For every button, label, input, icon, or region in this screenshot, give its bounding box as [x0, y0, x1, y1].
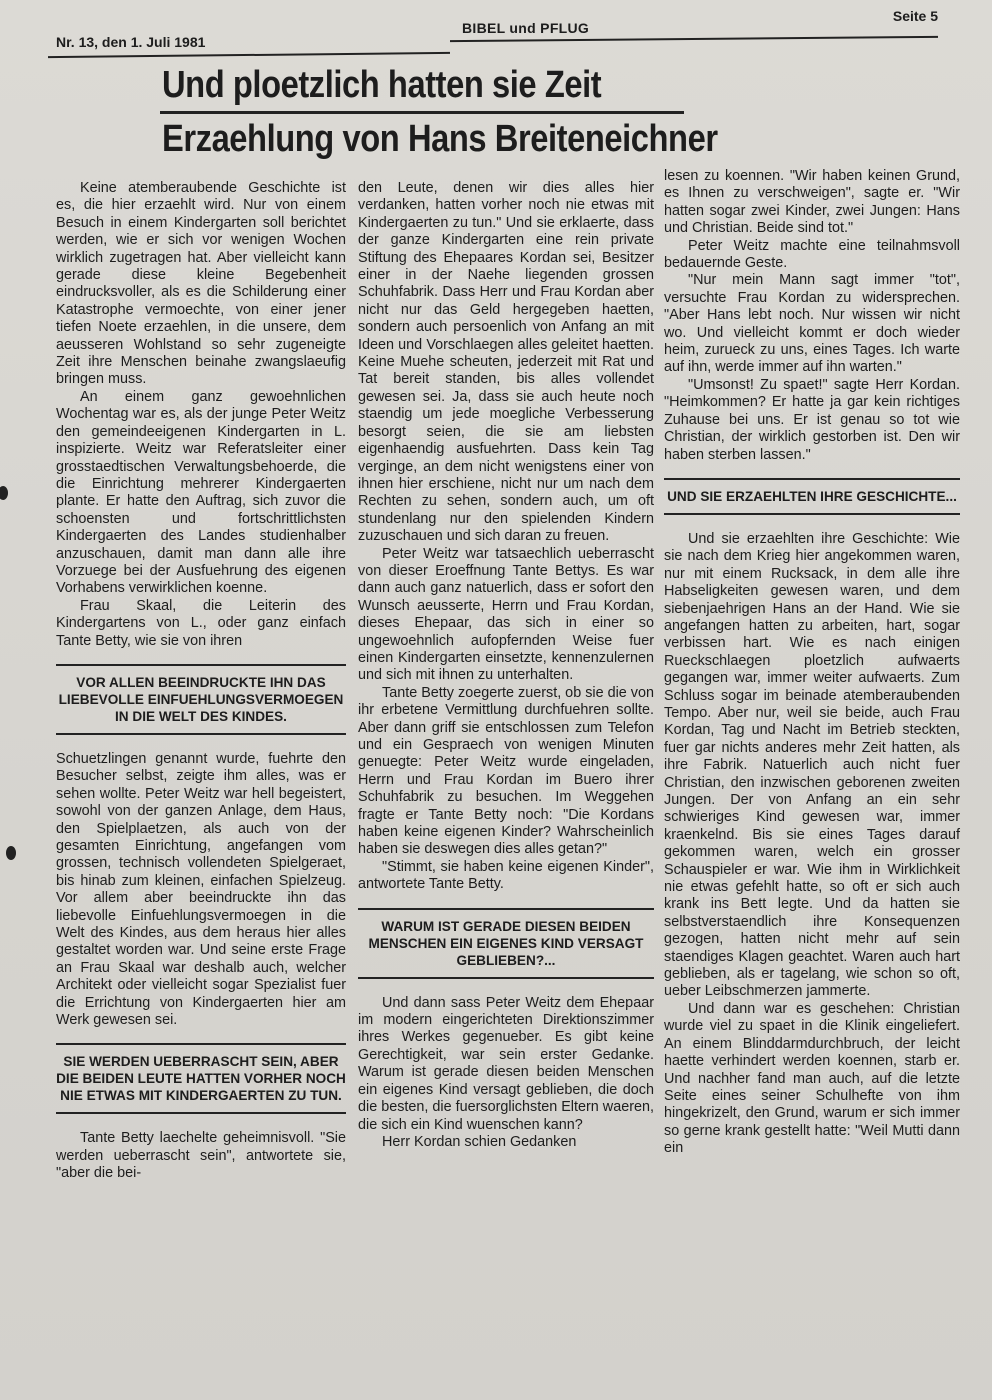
paragraph: Herr Kordan schien Gedanken [382, 1133, 577, 1150]
paragraph: den Leute, denen wir dies alles hier verdanken, hatten vorher noch nie etwas mit Kindergaerten zu tun." Und sie erklaerte, dass der ganze Kindergarten eine rein private Stiftung des Ehepaares Kordan sei, Besitzer einer in der Naehe liegenden grossen Schuhfabrik. Dass Herr und Frau Kordan aber nicht nur das Geld hergegeben haetten, sondern auch persoenlich von Anfang an mit Ideen und Vorschlaegen alles geleitet haetten. Keine Muehe scheuten, jederzeit mit Rat und Tat bereit standen, bis alles vollendet gewesen sei. Ja, dass sie auch heute noch staendig um jede moegliche Verbesserung besorgt seien, die sie am liebsten eigenhaendig ausfuehrten. Dass kein Tag verginge, an dem nicht wenigstens einer von ihnen hier erschiene, nicht nur um nach dem Rechten zu sehen, sondern auch, um oft stundenlang nur den spielenden Kindern zuzuschauen und sich daran zu freuen. [358, 180, 654, 545]
issue-date: Nr. 13, den 1. Juli 1981 [56, 34, 206, 50]
pull-quote: VOR ALLEN BEEINDRUCKTE IHN DAS LIEBEVOLLE EINFUEHLUNGSVERMOEGEN IN DIE WELT DES KINDES. [56, 664, 346, 735]
page-number: Seite 5 [892, 8, 938, 24]
paragraph: Peter Weitz machte eine teilnahmsvoll bedauernde Geste. [664, 237, 960, 272]
paragraph: lesen zu koennen. "Wir haben keinen Grund, es Ihnen zu verschweigen", sagte er. "Wir hatten sogar zwei Kinder, zwei Jungen: Hans und Christian. Beide sind tot." [664, 168, 960, 237]
paragraph: An einem ganz gewoehnlichen Wochentag war es, als der junge Peter Weitz den gemeindeeigenen Kindergarten in L. inspizierte. Weitz war Referatsleiter einer grosstaedtischen Verwaltungsbehoerde, die die Einrichtung mehrerer Kindergaerten plante. Er hatte den Auftrag, sich zuvor die schoensten und fortschrittlichsten Kindergaerten des Landes studienhalber anzuschauen, damit man dann alle ihre Vorzuege bei der Ausfuehrung des eigenen Vorhabens verwirklichen koenne. [56, 388, 346, 597]
paragraph: Keine atemberaubende Geschichte ist es, die hier erzaehlt wird. Nur von einem Besuch in einem Kindergarten soll berichtet werden, wie er sich vor wenigen Wochen wirklich zugetragen hat. Aber vielleicht kann gerade diese kleine Begebenheit eindrucksvoller, als es die Schilderung einer Katastrophe vermoechte, von einer jener tiefen Noete erzaehlen, in die unsere, dem aeusseren Wohlstand so sehr zugeneigte Zeit ihre Menschen beinahe zwangslaeufig bringen muss. [56, 180, 346, 388]
paragraph: Frau Skaal, die Leiterin des Kindergartens von L., oder ganz einfach Tante Betty, wie sie von ihren [56, 597, 346, 649]
pull-quote: UND SIE ERZAEHLTEN IHRE GESCHICHTE... [664, 478, 960, 515]
paragraph: Und sie erzaehlten ihre Geschichte: Wie sie nach dem Krieg hier angekommen waren, nur mit einem Rucksack, in dem alle ihre Habseligkeiten gewesen waren, und dem siebenjaehrigen Hans an der Hand. Wie sie angefangen hatten zu arbeiten, hart, sogar verbissen hart. Wie es nach einigen Rueckschlaegen ploetzlich aufwaerts gegangen war, immer weiter aufwaerts. Zum Schluss sogar im beinade atemberaubenden Tempo. Aber nur, weil sie beide, auch Frau Kordan, Tag und Nacht im Betrieb steckten, fuer gar nichts anderes mehr Zeit hatten, als ihre Fabrik. Natuerlich auch nicht fuer Christian, den inzwischen geborenen zweiten Jungen. Der von Anfang an ein sehr schwieriges Kind gewesen war, immer kraenkelnd. Bis sie eines Tages darauf gekommen waren, welch ein grosser Schauspieler er war. Wie ihm in Wirklichkeit nie etwas gefehlt hatte, so oft er sich auch krank ins Bett legte. Und da hatten sie selbstverstaendlich ihre Konsequenzen gezogen, hatten nicht mehr auf sein staendiges Klagen geachtet. Waren auch hart geblieben, als er tagelang, wie schon so oft, ueber Leibschmerzen jammerte. [664, 530, 960, 1000]
punch-hole-bottom [6, 846, 16, 860]
paragraph: Peter Weitz war tatsaechlich ueberrascht von dieser Eroeffnung Tante Bettys. Es war dann auch ganz natuerlich, dass er sofort den Wunsch aeusserte, Herrn und Frau Kordan, dieses Ehepaar, das sich in einer so ungewoehnlich aufopfernden Weise fuer einen Kindergarten einsetzte, kennenzulernen und sich mit ihnen zu unterhalten. [358, 545, 654, 684]
column-2 [358, 180, 654, 1151]
column-1 [56, 180, 346, 1183]
article-subtitle: Erzaehlung von Hans Breiteneichner [162, 118, 718, 160]
title-underline [160, 111, 684, 114]
paragraph: Und dann war es geschehen: Christian wurde viel zu spaet in die Klinik eingeliefert. An einem Blinddarmdurchbruch, der leicht haette verhindert werden koennen, starb er. Und nachher fand man auch, auf die letzte Seite eines seiner Schulhefte von ihm hingekrizelt, den Grund, warum er sich immer so gerne krank gestellt hatte: "Weil Mutti dann ein [664, 1000, 960, 1157]
paragraph: "Stimmt, sie haben keine eigenen Kinder", antwortete Tante Betty. [358, 858, 654, 893]
paragraph: Tante Betty laechelte geheimnisvoll. "Sie werden ueberrascht sein", antwortete sie, "aber die bei- [56, 1130, 346, 1182]
paragraph: "Umsonst! Zu spaet!" sagte Herr Kordan. "Heimkommen? Er hatte ja gar kein richtiges Zuhause bei uns. Er ist genau so tot wie Christian, der wirklich gestorben ist. Den wir haben sterben lassen." [664, 376, 960, 463]
pull-quote: WARUM IST GERADE DIESEN BEIDEN MENSCHEN EIN EIGENES KIND VERSAGT GEBLIEBEN?... [358, 908, 654, 979]
paragraph: Und dann sass Peter Weitz dem Ehepaar im modern eingerichteten Direktionszimmer ihres Werkes gegenueber. Es gibt keine Gerechtigkeit, war sein erster Gedanke. Warum ist gerade diesen beiden Menschen ein eigenes Kind versagt geblieben, die doch die besten, die fuersorglichsten Eltern waeren, die sich ein Kind wuenschen kann? [358, 994, 654, 1133]
column-3 [664, 168, 960, 1158]
paragraph: "Nur mein Mann sagt immer "tot", versuchte Frau Kordan zu widersprechen. "Aber Hans lebt noch. Nur wissen wir nicht wo. Und vielleicht kommt er doch wieder heim, zurueck zu uns, eines Tages. Ich warte auf ihn, werde immer auf ihn warten." [664, 272, 960, 376]
header-rule-left [48, 52, 450, 58]
article-title: Und ploetzlich hatten sie Zeit [162, 64, 602, 106]
pull-quote: SIE WERDEN UEBERRASCHT SEIN, ABER DIE BEIDEN LEUTE HATTEN VORHER NOCH NIE ETWAS MIT KINDERGAERTEN ZU TUN. [56, 1043, 346, 1114]
publication-name: BIBEL und PFLUG [462, 20, 590, 36]
header-rule-right [450, 36, 938, 42]
punch-hole-top [0, 486, 8, 500]
paragraph: Tante Betty zoegerte zuerst, ob sie die von ihr erbetene Vermittlung durchfuehren sollte. Aber dann griff sie entschlossen zum Telefon und ein Gespraech von wenigen Minuten genuegte: Peter Weitz wurde eingeladen, Herrn und Frau Kordan im Buero ihrer Schuhfabrik zu besuchen. Im Weggehen fragte er Tante Betty noch: "Die Kordans haben keine eigenen Kinder? Wahrscheinlich haben sie deswegen dies alles getan?" [358, 684, 654, 858]
paragraph: Schuetzlingen genannt wurde, fuehrte den Besucher selbst, zeigte ihm alles, was er sehen wollte. Peter Weitz war hell begeistert, sowohl von der ganzen Anlage, dem Haus, den Spielplaetzen, als auch von der gesamten Einrichtung, angefangen vom grossen, technisch vollendeten Spielgeraet, bis hinab zum kleinen, einfachen Spielzeug. Vor allem aber beeindruckte ihn das liebevolle Einfuehlungsvermoegen in die Welt des Kindes, aus dem heraus hier alles gestaltet worden war. Und seine erste Frage an Frau Skaal war deshalb auch, welcher Architekt oder vielleicht sogar Spezialist fuer die Errichtung von Kindergaerten hier am Werk gewesen sei. [56, 750, 346, 1029]
